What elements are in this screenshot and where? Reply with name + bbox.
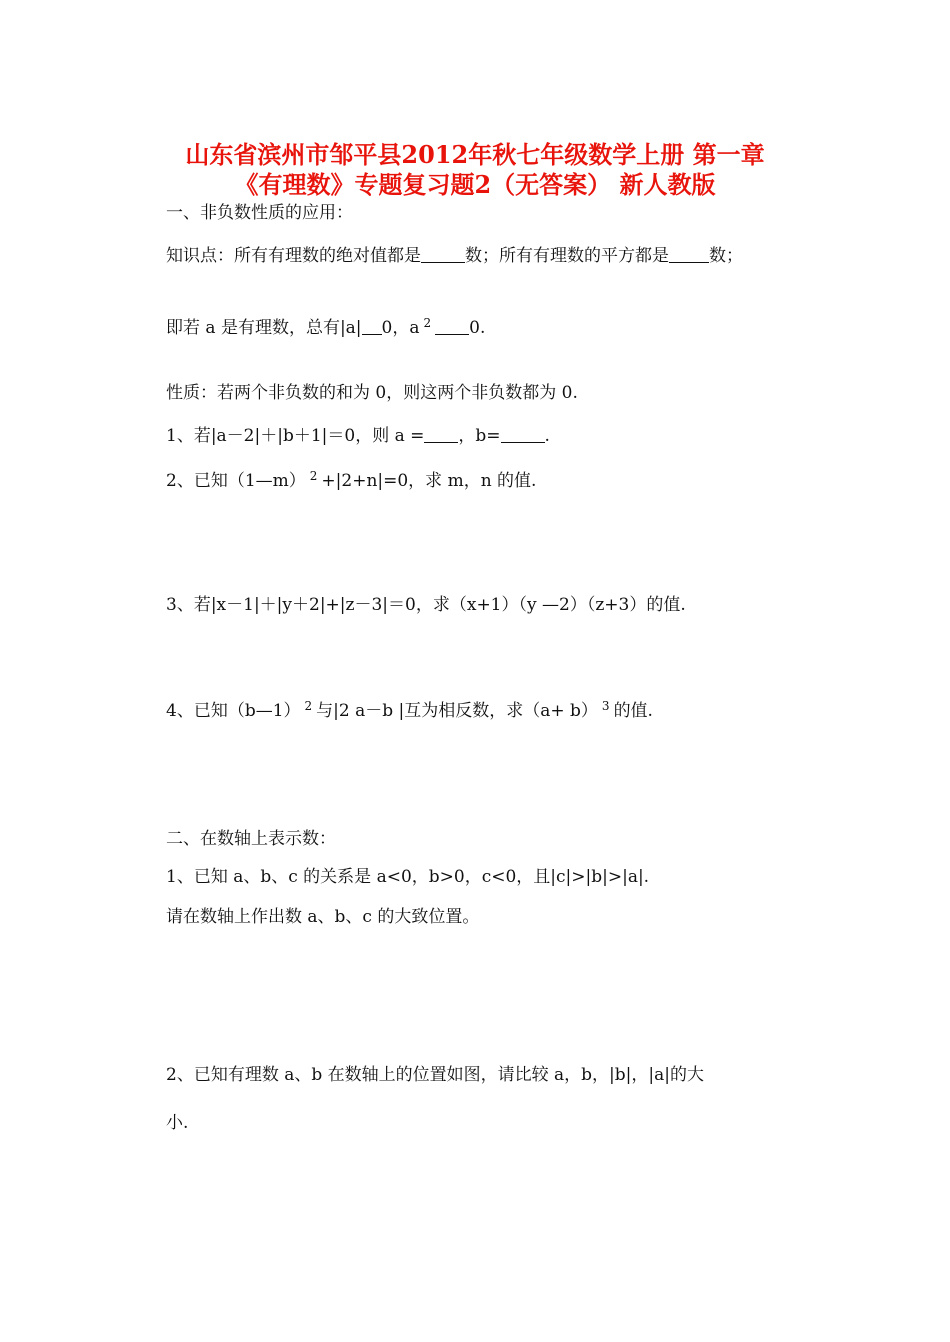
q1-text-a: 1、若|a－2|＋|b＋1|＝0，则 a = — [166, 426, 425, 446]
if-a-rational — [166, 316, 485, 340]
answer-blank — [362, 318, 382, 335]
answer-blank — [669, 246, 709, 263]
knowledge-text-b: 数；所有有理数的平方都是 — [465, 246, 669, 266]
question-1-2 — [166, 470, 536, 493]
question-1-3 — [166, 594, 686, 616]
answer-blank — [424, 426, 458, 443]
q4-text-b: 与|2 a－b |互为相反数，求（a+ b） — [316, 701, 598, 721]
q1-text-b: ，b= — [458, 426, 501, 446]
answer-blank — [435, 318, 469, 335]
exponent: 3 — [601, 699, 610, 713]
q4-text-c: 的值. — [613, 701, 653, 721]
question-1-4 — [166, 700, 653, 723]
document-title-line2: 《有理数》专题复习题2（无答案） 新人教版 — [234, 170, 716, 199]
exponent: 2 — [309, 469, 318, 483]
question-2-2-line1: 2、已知有理数 a、b 在数轴上的位置如图，请比较 a，b，|b|，|a|的大 — [166, 1065, 704, 1085]
knowledge-point — [166, 244, 743, 267]
exponent: 2 — [423, 316, 432, 330]
question-2-2-line2: 小. — [166, 1113, 189, 1133]
q2-text-a: 2、已知（1—m） — [166, 471, 306, 491]
ifa-text-a: 即若 a 是有理数，总有|a| — [166, 318, 362, 338]
answer-blank — [501, 426, 545, 443]
section2-heading: 二、在数轴上表示数： — [166, 829, 336, 849]
question-1-1 — [166, 424, 550, 447]
ifa-text-b: 0，a — [381, 318, 420, 338]
property-statement: 性质：若两个非负数的和为 0，则这两个非负数都为 0. — [166, 383, 578, 403]
question-2-1-line1: 1、已知 a、b、c 的关系是 a<0，b>0，c<0，且|c|>|b|>|a|. — [166, 867, 650, 887]
q3-text-b: +1）（y —2）（z+3）的值. — [476, 595, 686, 615]
knowledge-text-a: 知识点：所有有理数的绝对值都是 — [166, 246, 421, 266]
exponent: 2 — [304, 699, 313, 713]
question-2-1-line2: 请在数轴上作出数 a、b、c 的大致位置。 — [166, 907, 480, 927]
q1-text-c: . — [544, 426, 550, 446]
document-title-line1: 山东省滨州市邹平县2012年秋七年级数学上册 第一章 — [185, 140, 765, 169]
knowledge-text-c: 数； — [709, 246, 743, 266]
ifa-text-c: 0. — [469, 318, 486, 338]
answer-blank — [421, 246, 465, 263]
q2-text-b: +|2+n|=0，求 m，n 的值. — [321, 471, 537, 491]
q4-text-a: 4、已知（b—1） — [166, 701, 301, 721]
q3-text-a: 3、若|x－1|＋|y＋2|+|z－3|＝0，求（x — [166, 595, 477, 615]
section1-heading: 一、非负数性质的应用： — [166, 203, 353, 223]
